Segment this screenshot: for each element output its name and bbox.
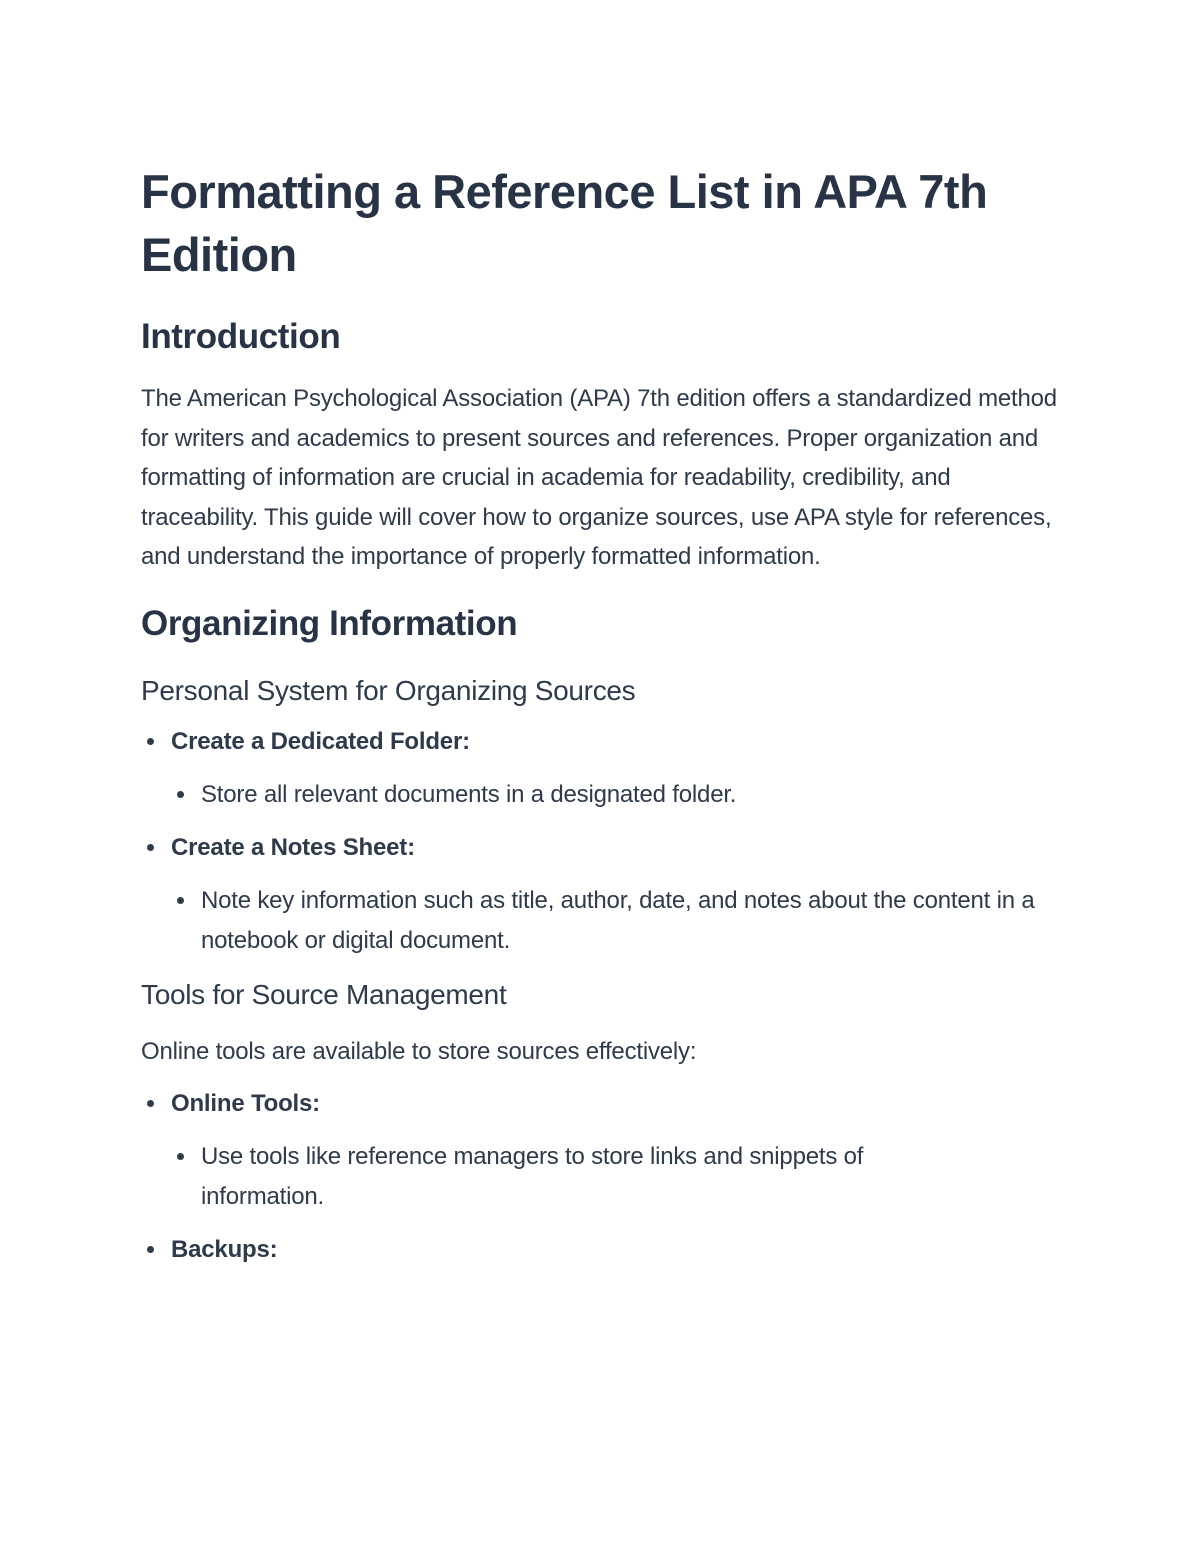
bullet-icon (177, 897, 184, 904)
personal-system-list (141, 722, 1071, 961)
tools-intro: Online tools are available to store sources effectively: (141, 1038, 697, 1065)
introduction-paragraph: The American Psychological Association (APA) 7th edition offers a standardized method for writers and academics to present sources and references. Proper organization and formatting of information are crucial in academia for readability, credibility, and traceability. This guide will cover how to organize sources, use APA style for references, and understand the importance of properly formatted information. (141, 385, 1057, 570)
bullet-icon (147, 1100, 154, 1107)
list-item (171, 1084, 1071, 1124)
tools-list (141, 1084, 1071, 1270)
bullet-icon (177, 1153, 184, 1160)
subsection-heading-personal-system: Personal System for Organizing Sources (141, 674, 636, 706)
list-item (171, 1230, 1071, 1270)
bullet-icon (147, 738, 154, 745)
list-item-label: Create a Notes Sheet: (171, 833, 415, 861)
list-item (201, 775, 1071, 815)
list-item (171, 722, 1071, 762)
section-heading-introduction: Introduction (141, 317, 341, 356)
list-item-label: Online Tools: (171, 1089, 320, 1117)
subsection-heading-tools: Tools for Source Management (141, 979, 507, 1010)
list-item (201, 881, 1061, 960)
list-item-label: Backups: (171, 1236, 278, 1263)
bullet-icon (177, 791, 184, 798)
list-item-text: Use tools like reference managers to store links and snippets of information. (201, 1143, 864, 1210)
document-page (141, 160, 1071, 1270)
bullet-icon (147, 1246, 154, 1253)
list-item (171, 828, 1071, 868)
list-item-label: Create a Dedicated Folder: (171, 727, 470, 755)
section-heading-organizing: Organizing Information (141, 603, 518, 643)
bullet-icon (147, 844, 154, 851)
list-item-text: Note key information such as title, author, date, and notes about the content in a notebook or digital document. (201, 887, 1035, 954)
document-title: Formatting a Reference List in APA 7th Edition (141, 165, 988, 281)
list-item (201, 1137, 991, 1216)
list-item-text: Store all relevant documents in a designated folder. (201, 781, 737, 808)
